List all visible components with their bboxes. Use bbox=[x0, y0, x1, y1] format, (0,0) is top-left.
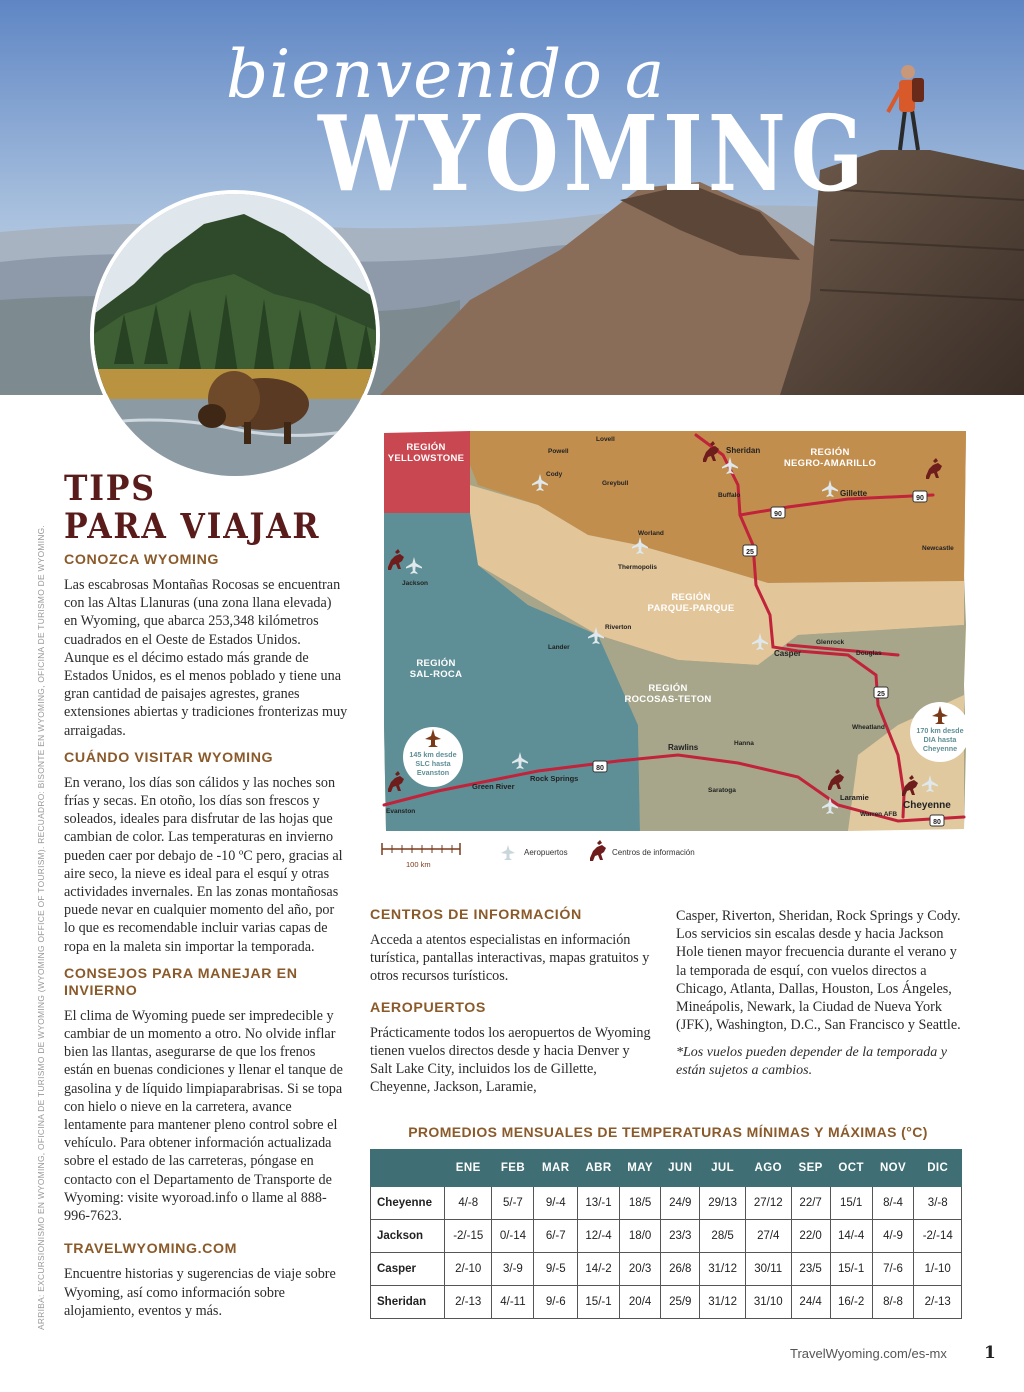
section-text: Encuentre historias y sugerencias de viaje sobre Wyoming, así como información sobre alojamiento, eventos y más. bbox=[64, 1266, 336, 1319]
city-evanston: Evanston bbox=[386, 808, 416, 815]
hero-welcome-text: bienvenido a bbox=[226, 36, 666, 113]
table-corner-cell bbox=[371, 1150, 445, 1187]
temperature-cell: 27/4 bbox=[745, 1220, 791, 1253]
svg-text:170 km desde: 170 km desde bbox=[916, 726, 964, 735]
month-header: SEP bbox=[791, 1150, 830, 1187]
svg-text:SLC hasta: SLC hasta bbox=[415, 759, 451, 768]
city-hanna: Hanna bbox=[734, 740, 754, 747]
city-cell: Cheyenne bbox=[371, 1187, 445, 1220]
map-legend bbox=[501, 840, 695, 861]
svg-text:145 km desde: 145 km desde bbox=[409, 750, 457, 759]
bison-inset-photo bbox=[90, 190, 380, 480]
svg-text:100 km: 100 km bbox=[406, 860, 431, 869]
map-scale-bar bbox=[382, 843, 460, 869]
month-header: AGO bbox=[745, 1150, 791, 1187]
svg-text:SAL-ROCA: SAL-ROCA bbox=[409, 669, 463, 680]
city-lander: Lander bbox=[548, 644, 570, 651]
temperature-cell: 22/0 bbox=[791, 1220, 830, 1253]
temperature-cell: 7/-6 bbox=[872, 1253, 914, 1286]
region-salroca-label: REGIÓN bbox=[416, 658, 456, 669]
temperature-table-title: PROMEDIOS MENSUALES DE TEMPERATURAS MÍNIMAS Y MÁXIMAS (°C) bbox=[408, 1124, 928, 1140]
highway-80-shield: 80 bbox=[596, 765, 604, 772]
temperature-cell: 3/-8 bbox=[914, 1187, 962, 1220]
city-powell: Powell bbox=[548, 448, 569, 455]
city-green-river: Green River bbox=[472, 782, 515, 791]
city-riverton: Riverton bbox=[605, 624, 632, 631]
airports-continued-column bbox=[676, 907, 966, 1094]
month-header: OCT bbox=[830, 1150, 872, 1187]
airports-text: Prácticamente todos los aeropuertos de Wyoming tienen vuelos directos desde y hacia Denver y Salt Lake City, incluidos los de Gillette, Cheyenne, Jackson, Laramie, bbox=[370, 1024, 651, 1096]
temperature-cell: 4/-11 bbox=[492, 1286, 534, 1319]
svg-text:PARQUE-PARQUE: PARQUE-PARQUE bbox=[647, 603, 735, 614]
section-text: Las escabrosas Montañas Rocosas se encuentran con las Altas Llanuras (una zona llana elevada) en Wyoming, que abarca 253,348 kilómetros cuadrados en el Oeste de Estados Unidos. Aunque es el décimo estado más grande de Estados Unidos, es el menos poblado y tiene una gran cantidad de paisajes agrestes, granes extensiones abiertas y tradiciones fronterizas muy arraigadas. bbox=[64, 577, 348, 739]
section-text: El clima de Wyoming puede ser impredecible y cambiar de un momento a otro. No olvide inflar bien las llantas, asegurarse de que los frenos están en buenas condiciones y llenar el tanque de gasolina y de líquido limpiaparabrisas. Si se topa con hielo o nieve en la carretera, avance lentamente para mantener pleno control sobre el vehículo. Para obtener información actualizada sobre el estado de las carreteras, póngase en contacto con el Departamento de Transporte de Wyoming: visite wyoroad.info o llame al 888-996-7623. bbox=[64, 1007, 343, 1225]
month-header: ABR bbox=[578, 1150, 620, 1187]
city-greybull: Greybull bbox=[602, 480, 629, 487]
city-thermopolis: Thermopolis bbox=[618, 564, 658, 571]
page-number: 1 bbox=[984, 1343, 996, 1363]
temperature-cell: -2/-15 bbox=[445, 1220, 492, 1253]
city-cell: Sheridan bbox=[371, 1286, 445, 1319]
temperature-cell: 0/-14 bbox=[492, 1220, 534, 1253]
section-heading[interactable]: TRAVELWYOMING.COM bbox=[64, 1241, 238, 1258]
temperature-cell: 20/4 bbox=[620, 1286, 661, 1319]
info-center-legend-icon bbox=[590, 840, 606, 861]
temperature-cell: 3/-9 bbox=[492, 1253, 534, 1286]
temperature-cell: 30/11 bbox=[745, 1253, 791, 1286]
table-row bbox=[371, 1253, 962, 1286]
region-parque-label: REGIÓN bbox=[671, 592, 711, 603]
footer-url[interactable]: TravelWyoming.com/es-mx bbox=[790, 1346, 947, 1361]
highway-25-shield: 25 bbox=[746, 549, 754, 556]
temperature-cell: 15/-1 bbox=[830, 1253, 872, 1286]
info-column bbox=[370, 907, 652, 1106]
temperature-cell: 14/-4 bbox=[830, 1220, 872, 1253]
month-header: NOV bbox=[872, 1150, 914, 1187]
month-header: JUL bbox=[700, 1150, 746, 1187]
month-header: MAR bbox=[534, 1150, 578, 1187]
temperature-cell: 23/3 bbox=[661, 1220, 700, 1253]
temperature-cell: 14/-2 bbox=[578, 1253, 620, 1286]
temperature-cell: -2/-14 bbox=[914, 1220, 962, 1253]
region-rocosas-label: REGIÓN bbox=[648, 683, 688, 694]
temperature-cell: 4/-8 bbox=[445, 1187, 492, 1220]
city-warren: Warren AFB bbox=[860, 811, 898, 818]
city-wheatland: Wheatland bbox=[852, 724, 885, 731]
month-header: FEB bbox=[492, 1150, 534, 1187]
temperature-cell: 18/0 bbox=[620, 1220, 661, 1253]
city-laramie: Laramie bbox=[840, 793, 869, 802]
temperature-cell: 26/8 bbox=[661, 1253, 700, 1286]
section-heading: CUÁNDO VISITAR WYOMING bbox=[64, 749, 274, 766]
temperature-cell: 6/-7 bbox=[534, 1220, 578, 1253]
table-row bbox=[371, 1220, 962, 1253]
airport-legend-icon bbox=[501, 845, 515, 860]
photo-credit: ARRIBA: EXCURSIONISMO EN WYOMING, OFICINA DE TURISMO DE WYOMING (WYOMING OFFICE OF TOURISM). RECUADRO: BISONTE EN WYOMING, OFICINA DE TURISMO DE WYOMING. bbox=[36, 524, 46, 1330]
city-casper: Casper bbox=[774, 649, 802, 658]
svg-text:DIA hasta: DIA hasta bbox=[923, 735, 957, 744]
temperature-cell: 2/-10 bbox=[445, 1253, 492, 1286]
svg-text:Centros de información: Centros de información bbox=[612, 848, 695, 857]
svg-text:ROCOSAS-TETON: ROCOSAS-TETON bbox=[624, 694, 712, 705]
temperature-cell: 2/-13 bbox=[914, 1286, 962, 1319]
temperature-cell: 8/-8 bbox=[872, 1286, 914, 1319]
temperature-cell: 31/12 bbox=[700, 1286, 746, 1319]
tips-title: TIPS PARA VIAJAR bbox=[64, 468, 321, 547]
region-negro-label: REGIÓN bbox=[810, 447, 850, 458]
flights-note: *Los vuelos pueden depender de la temporada y están sujetos a cambios. bbox=[676, 1045, 947, 1079]
city-sheridan: Sheridan bbox=[726, 446, 761, 455]
city-cell: Casper bbox=[371, 1253, 445, 1286]
city-rawlins: Rawlins bbox=[668, 743, 699, 752]
section-heading: CONSEJOS PARA MANEJAR EN INVIERNO bbox=[64, 965, 298, 999]
temperature-cell: 4/-9 bbox=[872, 1220, 914, 1253]
temperature-cell: 13/-1 bbox=[578, 1187, 620, 1220]
hero-state-title: WYOMING bbox=[318, 92, 869, 215]
svg-text:80: 80 bbox=[933, 819, 941, 826]
month-header: MAY bbox=[620, 1150, 661, 1187]
city-jackson: Jackson bbox=[402, 580, 429, 587]
region-yellowstone-label: REGIÓN bbox=[406, 442, 446, 453]
temperature-cell: 18/5 bbox=[620, 1187, 661, 1220]
city-lovell: Lovell bbox=[596, 436, 615, 443]
section-text: En verano, los días son cálidos y las noches son frías y secas. En otoño, los días son frescos y soleados, ideales para disfrutar de las hojas que cambian de color. Las temperaturas en invierno pueden caer por debajo de -10 ºC pero, gracias al aire seco, la nieve es ideal para el esquí y otras actividades invernales. En las zonas montañosas puede nevar en cualquier momento del año, por lo que es recomendable incluir varias capas de ropa en la maleta sin importar la temporada. bbox=[64, 774, 343, 955]
temperature-cell: 24/4 bbox=[791, 1286, 830, 1319]
svg-text:Cheyenne: Cheyenne bbox=[922, 744, 958, 753]
temperature-cell: 28/5 bbox=[700, 1220, 746, 1253]
temperature-cell: 8/-4 bbox=[872, 1187, 914, 1220]
temperature-cell: 20/3 bbox=[620, 1253, 661, 1286]
temperature-cell: 2/-13 bbox=[445, 1286, 492, 1319]
svg-text:25: 25 bbox=[877, 691, 885, 698]
city-worland: Worland bbox=[638, 530, 664, 537]
temperature-cell: 5/-7 bbox=[492, 1187, 534, 1220]
airports-heading: AEROPUERTOS bbox=[370, 999, 486, 1016]
svg-text:Aeropuertos: Aeropuertos bbox=[524, 848, 568, 857]
city-gillette: Gillette bbox=[840, 489, 868, 498]
temperature-cell: 23/5 bbox=[791, 1253, 830, 1286]
city-rock-springs: Rock Springs bbox=[530, 774, 579, 783]
highway-90-shield: 90 bbox=[774, 511, 782, 518]
svg-text:90: 90 bbox=[916, 495, 924, 502]
temperature-table bbox=[370, 1149, 962, 1319]
month-header: JUN bbox=[661, 1150, 700, 1187]
svg-text:NEGRO-AMARILLO: NEGRO-AMARILLO bbox=[783, 458, 877, 469]
city-glenrock: Glenrock bbox=[816, 639, 845, 646]
city-cheyenne: Cheyenne bbox=[903, 800, 951, 811]
temperature-cell: 12/-4 bbox=[578, 1220, 620, 1253]
temperature-cell: 15/1 bbox=[830, 1187, 872, 1220]
svg-text:YELLOWSTONE: YELLOWSTONE bbox=[387, 453, 465, 464]
temperature-cell: 1/-10 bbox=[914, 1253, 962, 1286]
temperature-cell: 9/-5 bbox=[534, 1253, 578, 1286]
temperature-cell: 31/10 bbox=[745, 1286, 791, 1319]
temperature-cell: 9/-6 bbox=[534, 1286, 578, 1319]
city-cell: Jackson bbox=[371, 1220, 445, 1253]
info-centers-heading: CENTROS DE INFORMACIÓN bbox=[370, 907, 582, 923]
tips-column bbox=[64, 552, 348, 1330]
section-heading: CONOZCA WYOMING bbox=[64, 552, 220, 568]
temperature-cell: 15/-1 bbox=[578, 1286, 620, 1319]
month-header: ENE bbox=[445, 1150, 492, 1187]
temperature-cell: 16/-2 bbox=[830, 1286, 872, 1319]
city-cody: Cody bbox=[546, 471, 563, 478]
temperature-cell: 31/12 bbox=[700, 1253, 746, 1286]
temperature-cell: 29/13 bbox=[700, 1187, 746, 1220]
city-saratoga: Saratoga bbox=[708, 787, 736, 794]
city-newcastle: Newcastle bbox=[922, 545, 954, 552]
svg-text:Evanston: Evanston bbox=[416, 768, 450, 777]
wyoming-regions-map bbox=[378, 425, 970, 873]
temperature-cell: 25/9 bbox=[661, 1286, 700, 1319]
city-douglas: Douglas bbox=[856, 650, 882, 657]
temperature-cell: 27/12 bbox=[745, 1187, 791, 1220]
table-header-row bbox=[371, 1150, 962, 1187]
table-row bbox=[371, 1286, 962, 1319]
temperature-cell: 24/9 bbox=[661, 1187, 700, 1220]
month-header: DIC bbox=[914, 1150, 962, 1187]
airports-text-continued: Casper, Riverton, Sheridan, Rock Springs y Cody. Los servicios sin escalas desde y hacia Jackson Hole tienen mayor frecuencia durante el verano y la temporada de esquí, con vuelos directos a Chicago, Atlanta, Dallas, Houston, Los Ángeles, Mineápolis, Newark, la Ciudad de Nueva York (JFK), Washington, D.C., San Francisco y Seattle. bbox=[676, 908, 961, 1034]
city-buffalo: Buffalo bbox=[718, 492, 741, 499]
info-centers-text: Acceda a atentos especialistas en información turística, pantallas interactivas, mapas gratuitos y otros recursos turísticos. bbox=[370, 932, 650, 985]
temperature-cell: 22/7 bbox=[791, 1187, 830, 1220]
table-row bbox=[371, 1187, 962, 1220]
temperature-cell: 9/-4 bbox=[534, 1187, 578, 1220]
